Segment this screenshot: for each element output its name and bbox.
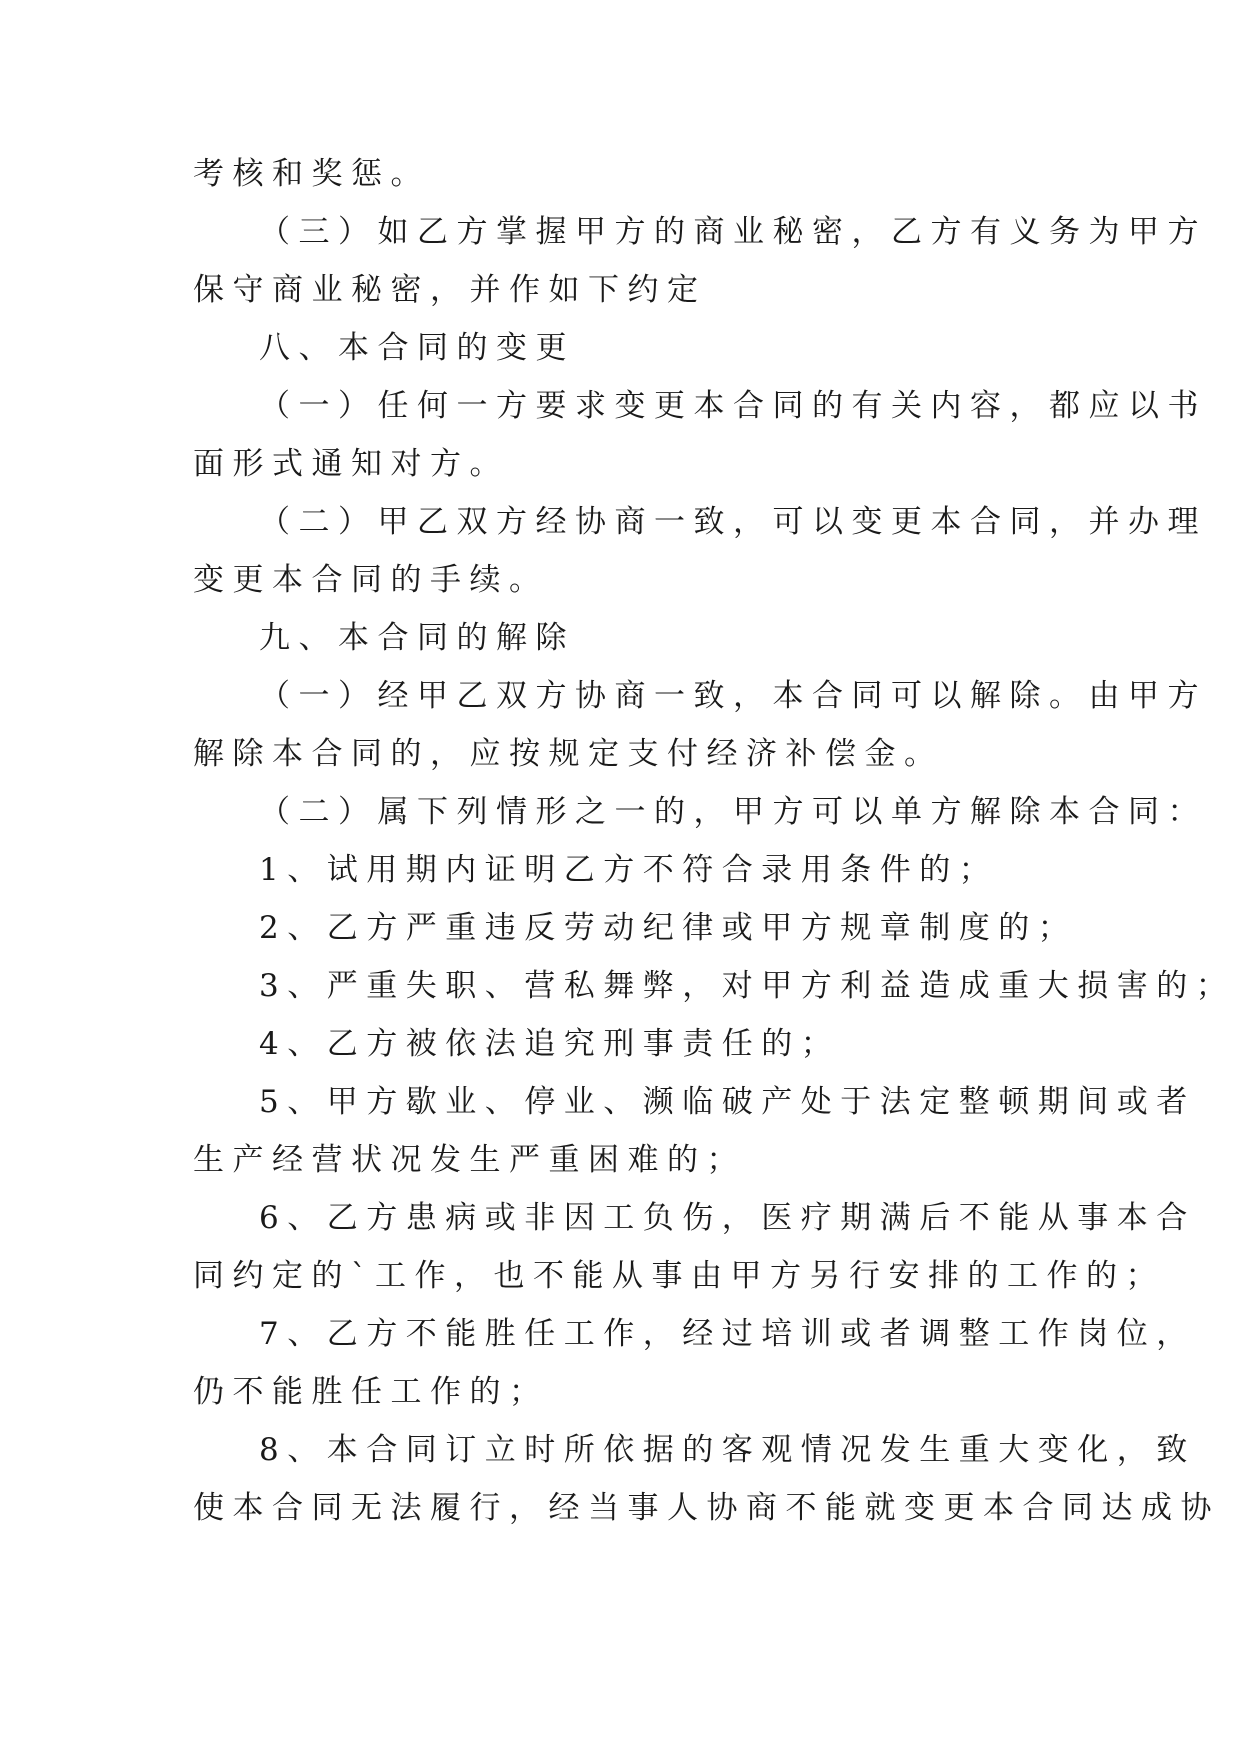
text-line: （一）任何一方要求变更本合同的有关内容，都应以书 — [259, 388, 1207, 424]
text-line: 仍不能胜任工作的； — [193, 1374, 549, 1410]
text-line: （二）甲乙双方经协商一致，可以变更本合同，并办理 — [259, 504, 1207, 540]
list-item: 3、严重失职、营私舞弊，对甲方利益造成重大损害的； — [259, 968, 1236, 1004]
text-line: （三）如乙方掌握甲方的商业秘密，乙方有义务为甲方 — [259, 214, 1207, 250]
text-line: 使本合同无法履行，经当事人协商不能就变更本合同达成协 — [193, 1490, 1220, 1526]
list-item: 7、乙方不能胜任工作，经过培训或者调整工作岗位， — [259, 1316, 1196, 1352]
list-item: 6、乙方患病或非因工负伤，医疗期满后不能从事本合 — [259, 1200, 1196, 1236]
text-line: 面形式通知对方。 — [193, 446, 509, 482]
text-line: （二）属下列情形之一的，甲方可以单方解除本合同： — [259, 794, 1207, 830]
list-item: 5、甲方歇业、停业、濒临破产处于法定整顿期间或者 — [259, 1084, 1196, 1120]
text-line: 保守商业秘密，并作如下约定 — [193, 272, 707, 308]
section-heading: 九、本合同的解除 — [259, 620, 575, 656]
list-item: 2、乙方严重违反劳动纪律或甲方规章制度的； — [259, 910, 1078, 946]
text-line: 生产经营状况发生严重困难的； — [193, 1142, 746, 1178]
list-item: 4、乙方被依法追究刑事责任的； — [259, 1026, 841, 1062]
list-item: 8、本合同订立时所依据的客观情况发生重大变化，致 — [259, 1432, 1196, 1468]
text-line: 考核和奖惩。 — [193, 156, 430, 192]
list-item: 1、试用期内证明乙方不符合录用条件的； — [259, 852, 999, 888]
text-line: 变更本合同的手续。 — [193, 562, 549, 598]
text-line: 同约定的`工作，也不能从事由甲方另行安排的工作的； — [193, 1258, 1165, 1294]
text-line: 解除本合同的，应按规定支付经济补偿金。 — [193, 736, 944, 772]
text-line: （一）经甲乙双方协商一致，本合同可以解除。由甲方 — [259, 678, 1207, 714]
section-heading: 八、本合同的变更 — [259, 330, 575, 366]
